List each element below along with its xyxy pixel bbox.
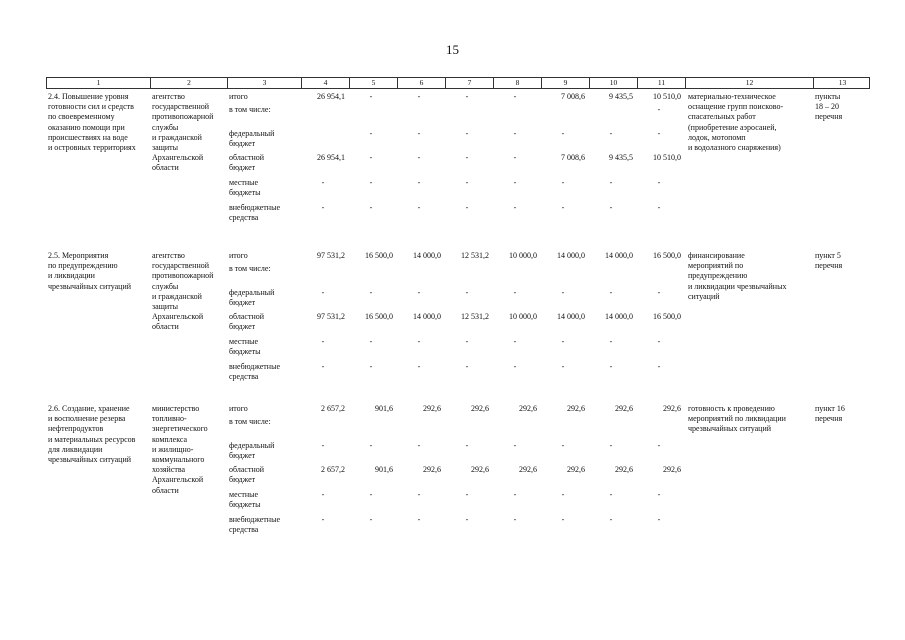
funding-value: - <box>465 153 469 162</box>
measure-name-line: и ликвидации <box>48 271 95 281</box>
funding-value: - <box>321 337 325 346</box>
funding-value: - <box>657 178 661 187</box>
responsible-executor-line: государственной <box>152 102 210 112</box>
funding-value: 2 657,2 <box>321 465 345 474</box>
funding-value: - <box>657 515 661 524</box>
funding-source-label <box>229 312 303 332</box>
funding-value: - <box>369 515 373 524</box>
measure-name-line: происшествиях на воде <box>48 132 128 142</box>
funding-source-label-line: внебюджетные <box>229 362 280 371</box>
funding-value: 26 954,1 <box>317 153 345 162</box>
funding-value: 12 531,2 <box>461 312 489 321</box>
list-reference <box>815 404 872 424</box>
funding-source-label-line: бюджет <box>229 163 256 173</box>
funding-value: - <box>369 362 373 371</box>
funding-source-label-line: бюджет <box>229 475 256 485</box>
funding-value: - <box>321 490 325 499</box>
funding-source-label <box>229 337 303 357</box>
funding-source-label-line: средства <box>229 372 259 382</box>
funding-value: - <box>561 337 565 346</box>
funding-value: 9 435,5 <box>609 153 633 162</box>
funding-value: - <box>609 203 613 212</box>
expected-result-line: мероприятий по ликвидации <box>688 414 786 424</box>
funding-source-label-line: местные <box>229 337 259 346</box>
funding-value: 26 954,1 <box>317 92 345 101</box>
funding-value: 16 500,0 <box>653 251 681 260</box>
funding-source-label-line: внебюджетные <box>229 203 280 212</box>
page-number: 15 <box>446 42 459 57</box>
funding-source-label <box>229 465 303 485</box>
funding-source-label-line: федеральный <box>229 129 275 138</box>
funding-value: - <box>609 178 613 187</box>
funding-value: - <box>657 105 661 114</box>
measure-name-line: по предупреждению <box>48 261 118 271</box>
measure-name-line: для ликвидации <box>48 444 103 454</box>
responsible-executor-line: комплекса <box>152 434 188 444</box>
funding-value: 14 000,0 <box>605 312 633 321</box>
funding-value: - <box>609 441 613 450</box>
funding-source-label <box>229 92 303 102</box>
funding-value: - <box>657 203 661 212</box>
funding-value: 292,6 <box>471 404 489 413</box>
funding-value: 16 500,0 <box>365 312 393 321</box>
list-reference-line: пункты <box>815 92 841 101</box>
expected-result-line: предупреждению <box>688 271 748 281</box>
responsible-executor-line: области <box>152 163 179 173</box>
expected-result-line: чрезвычайных ситуаций <box>688 424 772 434</box>
expected-result-line: ситуаций <box>688 291 720 301</box>
funding-source-label-line: федеральный <box>229 288 275 297</box>
measure-name <box>48 404 152 465</box>
funding-value: 292,6 <box>567 465 585 474</box>
measure-name-line: и восполнение резерва <box>48 414 126 424</box>
responsible-executor-line: противопожарной <box>152 112 214 122</box>
column-header: 1 <box>47 78 151 88</box>
expected-result <box>688 404 816 435</box>
funding-value: - <box>513 203 517 212</box>
expected-result <box>688 92 816 153</box>
funding-value: 16 500,0 <box>653 312 681 321</box>
funding-value: 97 531,2 <box>317 312 345 321</box>
column-header: 13 <box>838 78 847 87</box>
funding-value: 901,6 <box>375 465 393 474</box>
funding-source-label <box>229 264 303 274</box>
funding-value: - <box>321 288 325 297</box>
funding-value: 292,6 <box>567 404 585 413</box>
funding-source-label <box>229 178 303 198</box>
funding-value: - <box>417 337 421 346</box>
responsible-executor-line: защиты <box>152 143 179 153</box>
funding-source-label <box>229 105 303 115</box>
column-header-row <box>46 77 870 89</box>
funding-value: - <box>561 362 565 371</box>
funding-value: 292,6 <box>663 404 681 413</box>
responsible-executor <box>152 251 229 333</box>
funding-value: 10 000,0 <box>509 251 537 260</box>
funding-value: 292,6 <box>471 465 489 474</box>
funding-value: 10 000,0 <box>509 312 537 321</box>
funding-source-label <box>229 288 303 308</box>
funding-value: 14 000,0 <box>557 312 585 321</box>
funding-value: - <box>513 153 517 162</box>
funding-source-label-line: средства <box>229 525 259 535</box>
funding-value: 2 657,2 <box>321 404 345 413</box>
funding-value: - <box>657 288 661 297</box>
measure-name <box>48 92 152 153</box>
measure-name-line: готовности сил и средств <box>48 102 134 112</box>
funding-value: - <box>465 129 469 138</box>
responsible-executor-line: и жилищно- <box>152 444 194 454</box>
expected-result-line: (приобретение аэросаней, <box>688 122 777 132</box>
responsible-executor-line: агентство <box>152 92 185 101</box>
funding-value: - <box>561 490 565 499</box>
list-reference-line: перечня <box>815 261 843 271</box>
funding-value: 7 008,6 <box>561 153 585 162</box>
responsible-executor-line: и гражданской <box>152 291 202 301</box>
funding-value: - <box>657 337 661 346</box>
funding-value: - <box>321 441 325 450</box>
measure-name-line: чрезвычайных ситуаций <box>48 455 132 465</box>
funding-value: - <box>321 362 325 371</box>
funding-value: 12 531,2 <box>461 251 489 260</box>
funding-value: - <box>417 92 421 101</box>
expected-result-line: и ликвидации чрезвычайных <box>688 281 787 291</box>
funding-value: - <box>513 490 517 499</box>
expected-result-line: спасательных работ <box>688 112 756 122</box>
funding-value: 292,6 <box>615 465 633 474</box>
funding-source-label <box>229 441 303 461</box>
funding-source-label-line: в том числе: <box>229 105 271 114</box>
responsible-executor-line: топливно- <box>152 414 187 424</box>
responsible-executor-line: Архангельской <box>152 153 204 163</box>
funding-source-label-line: бюджеты <box>229 188 261 198</box>
funding-value: - <box>369 288 373 297</box>
funding-value: - <box>465 337 469 346</box>
funding-source-label <box>229 251 303 261</box>
measure-name-line: и материальных ресурсов <box>48 434 136 444</box>
funding-value: - <box>417 288 421 297</box>
funding-value: - <box>465 490 469 499</box>
funding-value: - <box>609 490 613 499</box>
funding-source-label-line: в том числе: <box>229 417 271 426</box>
responsible-executor-line: области <box>152 322 179 332</box>
list-reference-line: пункт 16 <box>815 404 845 413</box>
responsible-executor-line: противопожарной <box>152 271 214 281</box>
funding-source-label-line: бюджеты <box>229 347 261 357</box>
funding-value: 292,6 <box>615 404 633 413</box>
funding-value: 14 000,0 <box>605 251 633 260</box>
responsible-executor-line: агентство <box>152 251 185 260</box>
funding-value: - <box>561 441 565 450</box>
measure-name-line: чрезвычайных ситуаций <box>48 281 132 291</box>
funding-source-label-line: итого <box>229 404 248 413</box>
funding-source-label <box>229 515 303 535</box>
responsible-executor-line: энергетического <box>152 424 208 434</box>
measure-name-line: 2.4. Повышение уровня <box>48 92 129 101</box>
expected-result-line: лодок, мотопомп <box>688 132 746 142</box>
funding-value: - <box>561 288 565 297</box>
funding-source-label <box>229 362 303 382</box>
funding-value: - <box>465 178 469 187</box>
column-header: 2 <box>151 78 228 88</box>
funding-value: - <box>465 203 469 212</box>
column-header: 3 <box>228 78 302 88</box>
responsible-executor-line: службы <box>152 122 179 132</box>
funding-value: - <box>417 178 421 187</box>
funding-source-label <box>229 153 303 173</box>
funding-source-label-line: бюджет <box>229 298 256 308</box>
column-header: 11 <box>638 78 686 88</box>
measure-name <box>48 251 152 292</box>
column-header: 9 <box>542 78 590 88</box>
funding-value: - <box>609 129 613 138</box>
funding-value: - <box>465 92 469 101</box>
funding-source-label <box>229 404 303 414</box>
funding-source-label-line: областной <box>229 153 265 162</box>
funding-value: - <box>417 490 421 499</box>
funding-value: - <box>417 362 421 371</box>
funding-value: - <box>321 203 325 212</box>
funding-source-label-line: в том числе: <box>229 264 271 273</box>
funding-source-label-line: федеральный <box>229 441 275 450</box>
funding-source-label-line: средства <box>229 213 259 223</box>
funding-source-label-line: областной <box>229 312 265 321</box>
funding-value: - <box>321 178 325 187</box>
funding-value: - <box>369 129 373 138</box>
column-header: 10 <box>590 78 638 88</box>
funding-value: - <box>657 129 661 138</box>
expected-result-line: оснащение групп поисково- <box>688 102 784 112</box>
funding-source-label-line: областной <box>229 465 265 474</box>
funding-value: - <box>609 288 613 297</box>
funding-value: - <box>369 92 373 101</box>
responsible-executor-line: Архангельской <box>152 475 204 485</box>
list-reference-line: 18 – 20 <box>815 102 839 112</box>
funding-value: - <box>513 337 517 346</box>
responsible-executor-line: и гражданской <box>152 132 202 142</box>
funding-source-label <box>229 203 303 223</box>
measure-name-line: нефтепродуктов <box>48 424 104 434</box>
funding-source-label-line: итого <box>229 92 248 101</box>
funding-value: - <box>513 362 517 371</box>
column-header: 5 <box>350 78 398 88</box>
funding-value: - <box>465 441 469 450</box>
funding-value: - <box>561 129 565 138</box>
funding-value: - <box>513 288 517 297</box>
funding-value: 16 500,0 <box>365 251 393 260</box>
funding-value: - <box>369 203 373 212</box>
funding-source-label-line: местные <box>229 178 259 187</box>
funding-source-label <box>229 490 303 510</box>
funding-value: - <box>369 337 373 346</box>
funding-source-label-line: внебюджетные <box>229 515 280 524</box>
funding-value: - <box>417 515 421 524</box>
funding-source-label-line: бюджеты <box>229 500 261 510</box>
column-header: 8 <box>494 78 542 88</box>
expected-result <box>688 251 816 302</box>
responsible-executor-line: службы <box>152 281 179 291</box>
funding-source-label-line: итого <box>229 251 248 260</box>
responsible-executor <box>152 404 229 496</box>
expected-result-line: материально-техническое <box>688 92 776 101</box>
funding-value: 292,6 <box>519 465 537 474</box>
column-header: 7 <box>446 78 494 88</box>
funding-value: 97 531,2 <box>317 251 345 260</box>
expected-result-line: мероприятий по <box>688 261 744 271</box>
column-header: 4 <box>302 78 350 88</box>
list-reference-line: перечня <box>815 414 843 424</box>
funding-value: - <box>369 441 373 450</box>
funding-value: - <box>657 441 661 450</box>
list-reference-line: пункт 5 <box>815 251 841 260</box>
measure-name-line: 2.5. Мероприятия <box>48 251 109 260</box>
funding-value: - <box>561 203 565 212</box>
responsible-executor-line: государственной <box>152 261 210 271</box>
funding-value: 14 000,0 <box>413 251 441 260</box>
funding-value: - <box>561 178 565 187</box>
funding-value: - <box>609 337 613 346</box>
responsible-executor <box>152 92 229 174</box>
responsible-executor-line: Архангельской <box>152 312 204 322</box>
funding-value: - <box>417 203 421 212</box>
responsible-executor-line: министерство <box>152 404 200 413</box>
funding-value: 292,6 <box>519 404 537 413</box>
funding-value: 9 435,5 <box>609 92 633 101</box>
funding-value: - <box>369 153 373 162</box>
list-reference <box>815 92 872 123</box>
funding-value: - <box>417 129 421 138</box>
responsible-executor-line: коммунального <box>152 455 205 465</box>
funding-value: - <box>513 92 517 101</box>
funding-value: - <box>465 515 469 524</box>
funding-value: - <box>465 288 469 297</box>
expected-result-line: финансирование <box>688 251 745 260</box>
funding-value: - <box>513 178 517 187</box>
funding-value: - <box>465 362 469 371</box>
responsible-executor-line: защиты <box>152 302 179 312</box>
funding-value: - <box>657 490 661 499</box>
funding-value: - <box>513 515 517 524</box>
funding-value: - <box>561 515 565 524</box>
list-reference-line: перечня <box>815 112 843 122</box>
list-reference <box>815 251 872 271</box>
funding-value: 14 000,0 <box>413 312 441 321</box>
funding-source-label-line: бюджет <box>229 322 256 332</box>
funding-value: 10 510,0 <box>653 153 681 162</box>
expected-result-line: готовность к проведению <box>688 404 775 413</box>
funding-source-label-line: местные <box>229 490 259 499</box>
funding-value: - <box>369 178 373 187</box>
column-header: 6 <box>398 78 446 88</box>
responsible-executor-line: области <box>152 485 179 495</box>
measure-name-line: и островных территориях <box>48 143 136 153</box>
funding-value: - <box>369 490 373 499</box>
funding-source-label <box>229 417 303 427</box>
measure-name-line: 2.6. Создание, хранение <box>48 404 130 413</box>
funding-value: 14 000,0 <box>557 251 585 260</box>
funding-source-label-line: бюджет <box>229 451 256 461</box>
funding-value: 292,6 <box>663 465 681 474</box>
measure-name-line: оказанию помощи при <box>48 122 125 132</box>
funding-value: - <box>513 129 517 138</box>
expected-result-line: и водолазного снаряжения) <box>688 143 781 153</box>
funding-source-label-line: бюджет <box>229 139 256 149</box>
funding-value: - <box>321 515 325 524</box>
funding-value: 292,6 <box>423 404 441 413</box>
funding-value: - <box>609 362 613 371</box>
funding-source-label <box>229 129 303 149</box>
funding-value: 7 008,6 <box>561 92 585 101</box>
funding-value: 901,6 <box>375 404 393 413</box>
funding-value: - <box>417 441 421 450</box>
funding-value: - <box>513 441 517 450</box>
funding-value: 292,6 <box>423 465 441 474</box>
column-header: 12 <box>686 78 814 88</box>
funding-value: 10 510,0 <box>653 92 681 101</box>
funding-value: - <box>417 153 421 162</box>
funding-value: - <box>657 362 661 371</box>
responsible-executor-line: хозяйства <box>152 465 186 475</box>
funding-value: - <box>609 515 613 524</box>
measure-name-line: по своевременному <box>48 112 115 122</box>
